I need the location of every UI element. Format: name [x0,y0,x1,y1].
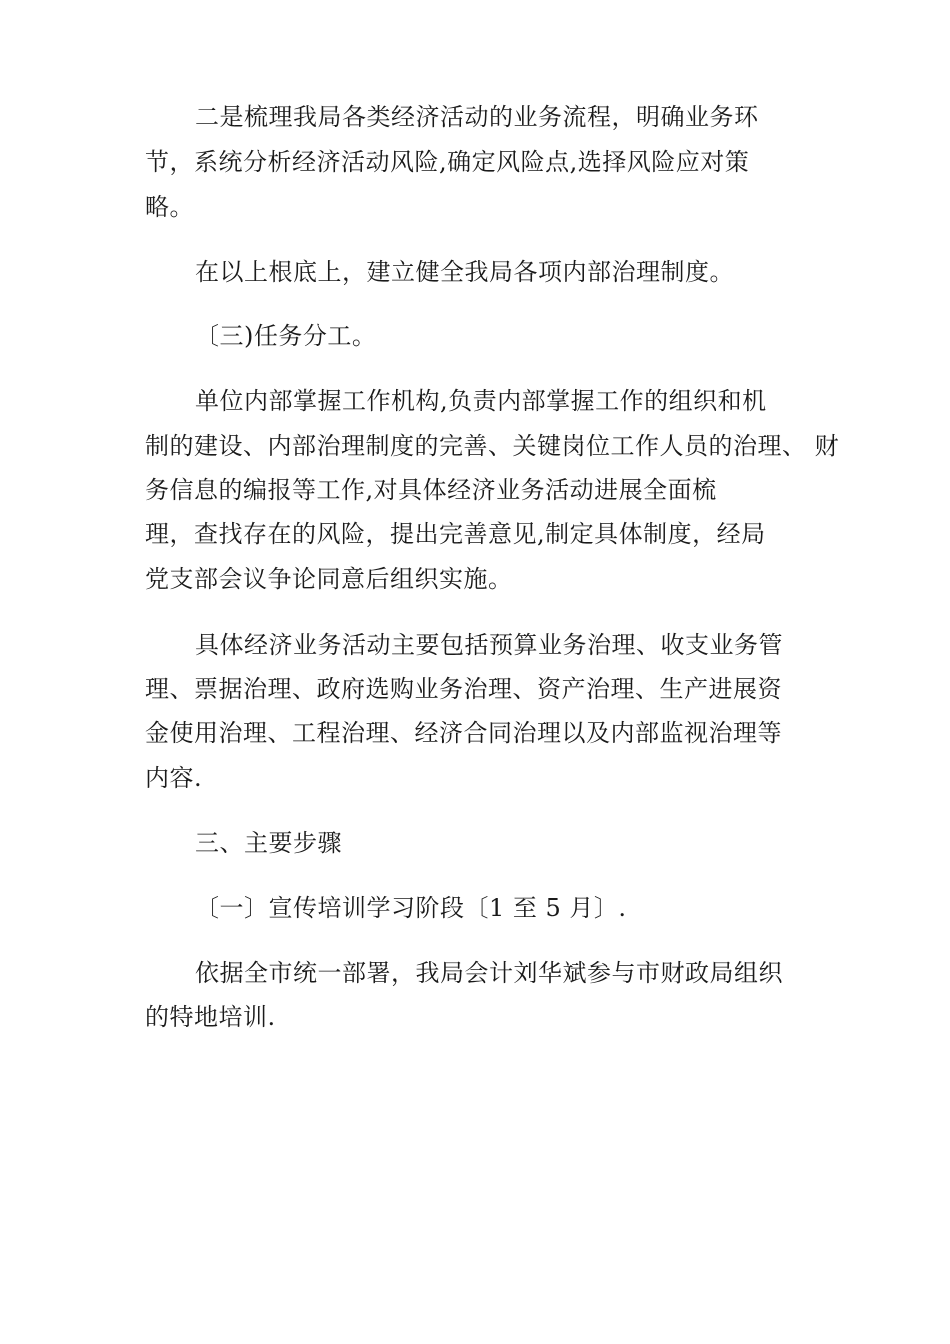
paragraph-line-7: 制的建设、内部治理制度的完善、关键岗位工作人员的治理、 财 [145,432,840,460]
paragraph-line-6: 单位内部掌握工作机构,负责内部掌握工作的组织和机 [195,387,767,415]
paragraph-line-1: 二是梳理我局各类经济活动的业务流程，明确业务环 [195,103,759,131]
paragraph-line-17: 依据全市统一部署，我局会计刘华斌参与市财政局组织 [195,959,783,987]
paragraph-line-12: 理、票据治理、政府选购业务治理、资产治理、生产进展资 [145,675,782,703]
paragraph-line-14: 内容. [145,764,203,792]
paragraph-line-9: 理，查找存在的风险，提出完善意见,制定具体制度，经局 [145,520,766,548]
section-heading-task-division: 〔三)任务分工。 [195,322,377,350]
paragraph-line-3: 略。 [145,193,194,221]
paragraph-line-18: 的特地培训. [145,1003,276,1031]
paragraph-line-10: 党支部会议争论同意后组织实施。 [145,565,513,593]
paragraph-line-2: 节，系统分析经济活动风险,确定风险点,选择风险应对策 [145,148,750,176]
paragraph-line-4: 在以上根底上，建立健全我局各项内部治理制度。 [195,258,734,286]
paragraph-line-11: 具体经济业务活动主要包括预算业务治理、收支业务管 [195,631,783,659]
paragraph-line-13: 金使用治理、工程治理、经济合同治理以及内部监视治理等 [145,719,782,747]
section-heading-main-steps: 三、主要步骤 [195,829,342,857]
paragraph-line-8: 务信息的编报等工作,对具体经济业务活动进展全面梳 [145,476,717,504]
subsection-heading-training-stage: 〔一〕宣传培训学习阶段〔1 至 5 月〕. [195,894,627,922]
